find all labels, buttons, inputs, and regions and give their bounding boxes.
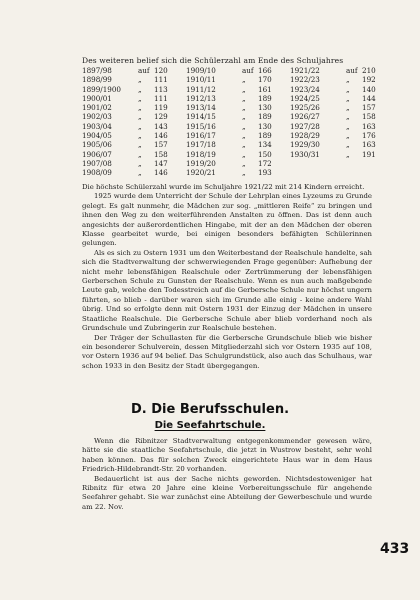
table-row bbox=[290, 75, 382, 84]
table-column-2 bbox=[186, 66, 278, 178]
table-count: 111 bbox=[154, 75, 168, 85]
table-count: 176 bbox=[362, 131, 376, 141]
table-connector: auf bbox=[138, 66, 150, 75]
table-connector: „ bbox=[138, 93, 142, 103]
table-year: 1909/10 bbox=[186, 66, 216, 75]
table-connector: „ bbox=[346, 112, 350, 122]
table-row bbox=[290, 112, 382, 121]
table-connector: „ bbox=[242, 140, 246, 150]
table-row bbox=[82, 103, 174, 112]
table-row bbox=[186, 140, 278, 149]
table-count: 189 bbox=[258, 112, 272, 122]
table-connector: „ bbox=[242, 93, 246, 103]
table-year: 1907/08 bbox=[82, 158, 112, 168]
table-row bbox=[290, 85, 382, 94]
table-connector: „ bbox=[138, 168, 142, 178]
table-intro: Des weiteren belief sich die Schülerzahl am Ende des Schuljahres bbox=[82, 56, 344, 65]
paragraph: Die höchste Schülerzahl wurde im Schuljahre 1921/22 mit 214 Kindern erreicht. bbox=[82, 183, 365, 191]
table-row bbox=[82, 159, 174, 168]
table-count: 150 bbox=[258, 149, 272, 159]
table-row bbox=[290, 150, 382, 159]
table-row bbox=[290, 66, 382, 75]
table-connector: auf bbox=[346, 66, 358, 75]
table-connector: „ bbox=[346, 140, 350, 150]
table-connector: „ bbox=[346, 75, 350, 85]
table-year: 1908/09 bbox=[82, 168, 112, 178]
table-connector: „ bbox=[242, 121, 246, 131]
table-count: 192 bbox=[362, 75, 376, 85]
table-connector: „ bbox=[242, 131, 246, 141]
table-row bbox=[290, 94, 382, 103]
paragraph-block-1 bbox=[82, 183, 372, 371]
table-row bbox=[82, 140, 174, 149]
table-row bbox=[290, 122, 382, 131]
paragraph: Als es sich zu Ostern 1931 um den Weiterbestand der Realschule handelte, sah sich die Stadtverwaltung der schwerwiegenden Frage gegenüber: Aufhebung der nicht mehr lebensfähigen Realschule oder Zertrümmerung der lebensfähigen Gerberschen Schule zu Gunsten der Realschule. Wenn es nun auch maßgebende Leute gab, welche den Todesstreich auf die Gerbersche Schule nur höchst ungern führten, so blieb - darüber waren sich im Grunde alle einig - keine andere Wahl übrig. Und so erfolgte denn mit Ostern 1931 der Einzug der Mädchen in unsere Staatliche Realschule. Die Gerbersche Schule aber blieb vorderhand noch als Grundschule und Zubringerin zur Realschule bestehen. bbox=[82, 248, 372, 333]
table-connector: „ bbox=[138, 149, 142, 159]
table-row bbox=[82, 131, 174, 140]
table-row bbox=[186, 122, 278, 131]
table-connector: „ bbox=[346, 131, 350, 141]
table-connector: „ bbox=[138, 103, 142, 113]
table-count: 158 bbox=[154, 149, 168, 159]
table-year: 1926/27 bbox=[290, 112, 320, 122]
table-count: 172 bbox=[258, 158, 272, 168]
table-row bbox=[186, 112, 278, 121]
table-connector: „ bbox=[138, 140, 142, 150]
table-count: 191 bbox=[362, 149, 376, 159]
paragraph-block-2 bbox=[82, 437, 372, 512]
table-row bbox=[82, 94, 174, 103]
paragraph: 1925 wurde dem Unterricht der Schule der Lehrplan eines Lyzeums zu Grunde gelegt. Es galt nunmehr, die Mädchen zur sog. „mittleren Reife“ zu bringen und ihnen den Weg zu den weiterführenden Anstalten zu öffnen. Das ist denn auch angesichts der außerordentlichen Hingabe, mit der an den Mädchen der oberen Klasse gearbeitet wurde, bei einigen besonders befähigten Schülerinnen gelungen. bbox=[82, 192, 372, 248]
table-row bbox=[82, 122, 174, 131]
table-year: 1906/07 bbox=[82, 149, 112, 159]
table-count: 147 bbox=[154, 158, 168, 168]
table-connector: „ bbox=[138, 158, 142, 168]
paragraph: Bedauerlicht ist aus der Sache nichts geworden. Nichtsdestoweniger hat Ribnitz für etwa 20 Jahre eine kleine Vorbereitungsschule für angehende Seefahrer gehabt. Sie war zunächst eine Abteilung der Gewerbeschule und wurde am 22. Nov. bbox=[82, 474, 372, 511]
table-year: 1930/31 bbox=[290, 149, 320, 159]
table-row bbox=[290, 103, 382, 112]
table-connector: „ bbox=[138, 75, 142, 85]
table-count: 130 bbox=[258, 103, 272, 113]
table-year: 1920/21 bbox=[186, 168, 216, 178]
table-row bbox=[290, 131, 382, 140]
table-year: 1929/30 bbox=[290, 140, 320, 150]
table-count: 144 bbox=[362, 93, 376, 103]
table-year: 1911/12 bbox=[186, 84, 216, 94]
table-row bbox=[186, 66, 278, 75]
table-year: 1924/25 bbox=[290, 93, 320, 103]
table-count: 119 bbox=[154, 103, 168, 113]
table-connector: „ bbox=[346, 103, 350, 113]
table-year: 1904/05 bbox=[82, 131, 112, 141]
table-row bbox=[82, 168, 174, 177]
table-year: 1921/22 bbox=[290, 66, 320, 75]
table-connector: „ bbox=[242, 168, 246, 178]
table-connector: „ bbox=[346, 121, 350, 131]
table-count: 161 bbox=[258, 84, 272, 94]
table-count: 120 bbox=[154, 66, 168, 75]
table-year: 1898/99 bbox=[82, 75, 112, 85]
table-row bbox=[82, 112, 174, 121]
table-row bbox=[82, 66, 174, 75]
table-year: 1897/98 bbox=[82, 66, 112, 75]
table-year: 1903/04 bbox=[82, 121, 112, 131]
table-year: 1910/11 bbox=[186, 75, 216, 85]
table-row bbox=[186, 150, 278, 159]
table-count: 146 bbox=[154, 131, 168, 141]
table-row bbox=[186, 85, 278, 94]
table-count: 157 bbox=[362, 103, 376, 113]
table-year: 1927/28 bbox=[290, 121, 320, 131]
table-connector: „ bbox=[138, 121, 142, 131]
table-count: 140 bbox=[362, 84, 376, 94]
page-number: 433 bbox=[380, 541, 410, 557]
table-connector: auf bbox=[242, 66, 254, 75]
table-connector: „ bbox=[242, 112, 246, 122]
table-year: 1918/19 bbox=[186, 149, 216, 159]
table-column-3 bbox=[290, 66, 382, 159]
table-connector: „ bbox=[242, 149, 246, 159]
table-year: 1905/06 bbox=[82, 140, 112, 150]
table-year: 1900/01 bbox=[82, 93, 112, 103]
table-row bbox=[82, 75, 174, 84]
paragraph: Wenn die Ribnitzer Stadtverwaltung entgegenkommender gewesen wäre, hätte sie die staatliche Seefahrtschule, die jetzt in Wustrow besteht, sehr wohl haben können. Das für solchen Zweck eingerichtete Haus war in dem Haus Friedrich-Hildebrandt-Str. 20 vorhanden. bbox=[82, 437, 372, 474]
paragraph: Der Träger der Schullasten für die Gerbersche Grundschule blieb wie bisher ein besonderer Schulverein, dessen Mitgliederzahl sich vor Ostern 1935 auf 108, vor Ostern 1936 auf 94 belief. Das Schulgrundstück, also auch das Schulhaus, war schon 1933 in den Besitz der Stadt übergegangen. bbox=[82, 333, 372, 370]
table-count: 210 bbox=[362, 66, 376, 75]
table-year: 1913/14 bbox=[186, 103, 216, 113]
table-connector: „ bbox=[346, 84, 350, 94]
table-year: 1902/03 bbox=[82, 112, 112, 122]
table-connector: „ bbox=[346, 149, 350, 159]
table-year: 1901/02 bbox=[82, 103, 112, 113]
table-year: 1916/17 bbox=[186, 131, 216, 141]
table-count: 166 bbox=[258, 66, 272, 75]
table-year: 1923/24 bbox=[290, 84, 320, 94]
table-year: 1925/26 bbox=[290, 103, 320, 113]
table-year: 1917/18 bbox=[186, 140, 216, 150]
table-year: 1922/23 bbox=[290, 75, 320, 85]
section-title: D. Die Berufsschulen. bbox=[130, 402, 290, 417]
table-row bbox=[82, 85, 174, 94]
table-row bbox=[186, 103, 278, 112]
table-count: 129 bbox=[154, 112, 168, 122]
table-connector: „ bbox=[346, 93, 350, 103]
table-count: 134 bbox=[258, 140, 272, 150]
subsection-title: Die Seefahrtschule. bbox=[154, 420, 266, 431]
table-connector: „ bbox=[138, 112, 142, 122]
table-connector: „ bbox=[138, 84, 142, 94]
table-year: 1928/29 bbox=[290, 131, 320, 141]
table-count: 143 bbox=[154, 121, 168, 131]
table-connector: „ bbox=[242, 75, 246, 85]
table-count: 189 bbox=[258, 131, 272, 141]
table-year: 1915/16 bbox=[186, 121, 216, 131]
table-row bbox=[186, 94, 278, 103]
table-count: 163 bbox=[362, 140, 376, 150]
table-count: 158 bbox=[362, 112, 376, 122]
table-connector: „ bbox=[242, 84, 246, 94]
table-row bbox=[186, 131, 278, 140]
table-count: 111 bbox=[154, 93, 168, 103]
table-year: 1919/20 bbox=[186, 158, 216, 168]
table-count: 189 bbox=[258, 93, 272, 103]
table-connector: „ bbox=[242, 158, 246, 168]
table-row bbox=[186, 75, 278, 84]
table-count: 146 bbox=[154, 168, 168, 178]
table-column-1 bbox=[82, 66, 174, 178]
table-year: 1912/13 bbox=[186, 93, 216, 103]
table-connector: „ bbox=[138, 131, 142, 141]
table-connector: „ bbox=[242, 103, 246, 113]
table-row bbox=[186, 168, 278, 177]
table-count: 157 bbox=[154, 140, 168, 150]
table-count: 193 bbox=[258, 168, 272, 178]
table-count: 130 bbox=[258, 121, 272, 131]
table-row bbox=[186, 159, 278, 168]
table-count: 113 bbox=[154, 84, 168, 94]
table-year: 1899/1900 bbox=[82, 84, 122, 94]
table-row bbox=[82, 150, 174, 159]
table-count: 170 bbox=[258, 75, 272, 85]
table-count: 163 bbox=[362, 121, 376, 131]
table-year: 1914/15 bbox=[186, 112, 216, 122]
table-row bbox=[290, 140, 382, 149]
